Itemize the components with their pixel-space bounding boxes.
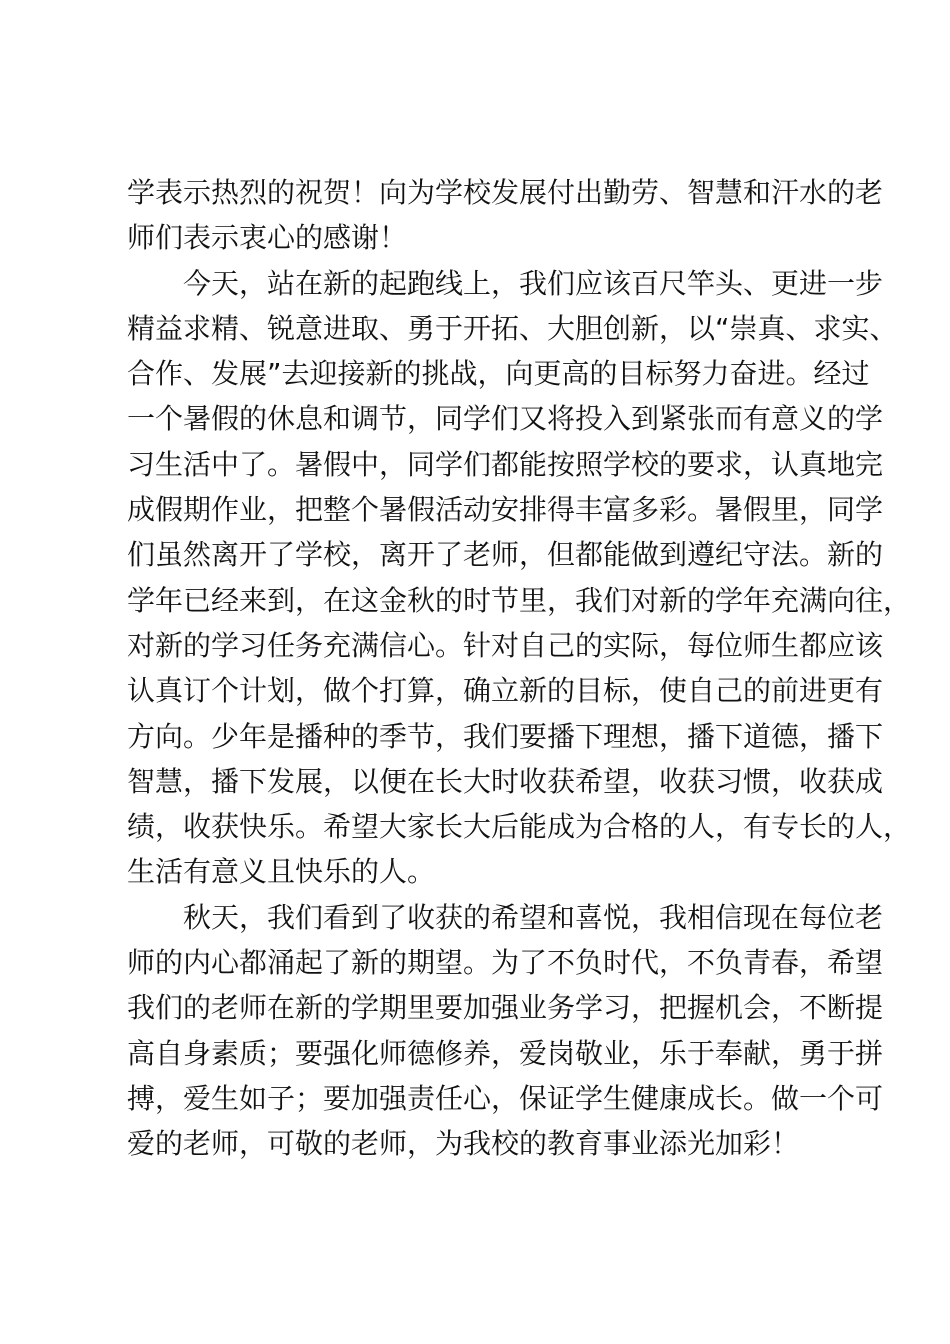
paragraph-line: 一个暑假的休息和调节，同学们又将投入到紧张而有意义的学	[127, 402, 884, 436]
paragraph-line: 高自身素质；要强化师德修养，爱岗敬业，乐于奉献，勇于拼	[127, 1036, 884, 1070]
paragraph-line: 搏，爱生如子；要加强责任心，保证学生健康成长。做一个可	[127, 1081, 884, 1115]
paragraph-2	[127, 261, 912, 895]
paragraph-line: 爱的老师，可敬的老师，为我校的教育事业添光加彩！	[127, 1127, 800, 1161]
paragraph-line: 秋天，我们看到了收获的希望和喜悦，我相信现在每位老	[183, 900, 884, 934]
paragraph-line: 师们表示衷心的感谢！	[127, 221, 408, 255]
document-body	[127, 170, 912, 1167]
paragraph-line: 成假期作业，把整个暑假活动安排得丰富多彩。暑假里，同学	[127, 493, 884, 527]
paragraph-3	[127, 895, 884, 1167]
paragraph-line: 学年已经来到，在这金秋的时节里，我们对新的学年充满向往，	[127, 583, 912, 617]
paragraph-1	[127, 170, 884, 261]
paragraph-line: 智慧，播下发展，以便在长大时收获希望，收获习惯，收获成	[127, 764, 884, 798]
paragraph-line: 方向。少年是播种的季节，我们要播下理想，播下道德，播下	[127, 719, 884, 753]
paragraph-line: 今天，站在新的起跑线上，我们应该百尺竿头、更进一步	[183, 266, 884, 300]
paragraph-line: 们虽然离开了学校，离开了老师，但都能做到遵纪守法。新的	[127, 538, 884, 572]
paragraph-line: 认真订个计划，做个打算，确立新的目标，使自己的前进更有	[127, 674, 884, 708]
paragraph-line: 习生活中了。暑假中，同学们都能按照学校的要求，认真地完	[127, 447, 884, 481]
paragraph-line: 师的内心都涌起了新的期望。为了不负时代，不负青春，希望	[127, 946, 884, 980]
paragraph-line: 合作、发展”去迎接新的挑战，向更高的目标努力奋进。经过	[127, 357, 870, 391]
paragraph-line: 学表示热烈的祝贺！向为学校发展付出勤劳、智慧和汗水的老	[127, 176, 884, 209]
paragraph-line: 绩，收获快乐。希望大家长大后能成为合格的人，有专长的人，	[127, 810, 912, 844]
paragraph-line: 精益求精、锐意进取、勇于开拓、大胆创新，以“崇真、求实、	[127, 311, 898, 345]
paragraph-line: 生活有意义且快乐的人。	[127, 855, 436, 889]
paragraph-line: 我们的老师在新的学期里要加强业务学习，把握机会，不断提	[127, 991, 884, 1025]
paragraph-line: 对新的学习任务充满信心。针对自己的实际，每位师生都应该	[127, 628, 884, 662]
